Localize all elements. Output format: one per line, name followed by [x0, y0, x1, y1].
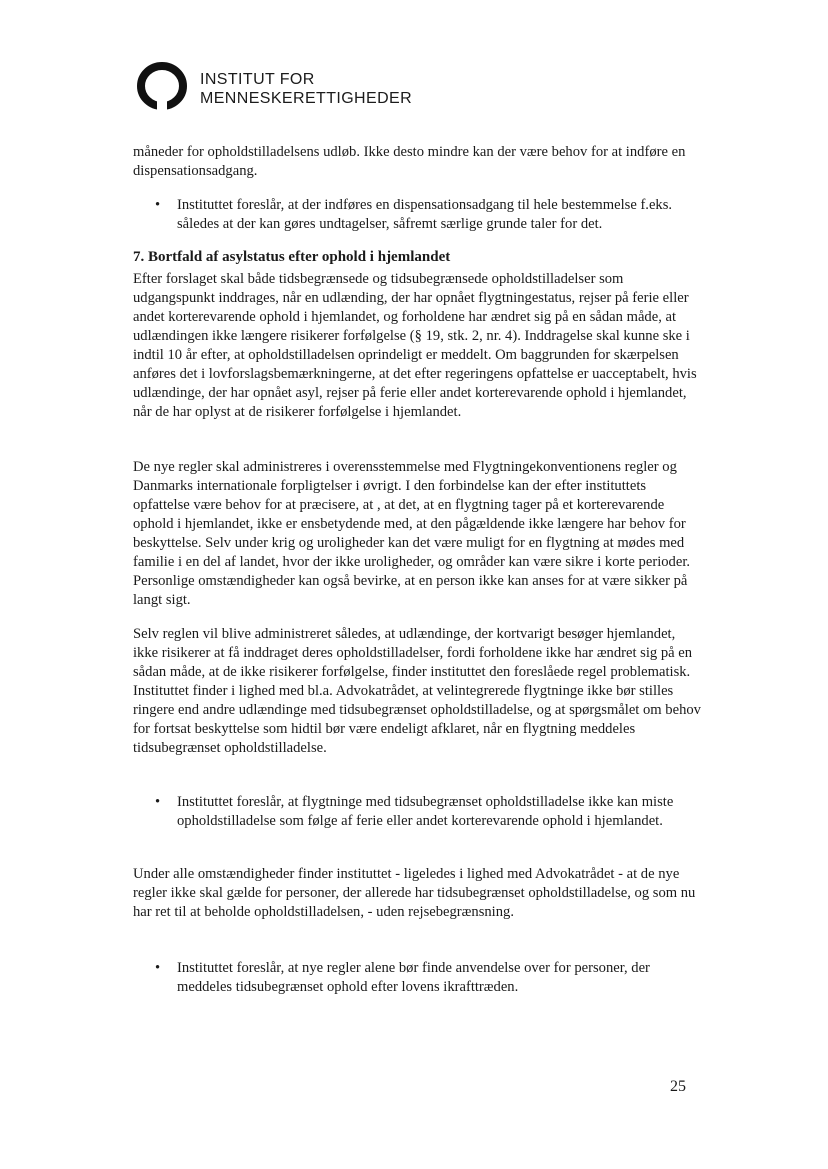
- body-paragraph: Under alle omstændigheder finder instituttet - ligeledes i lighed med Advokatrådet - at de nye regler ikke skal gælde for personer, der allerede har tidsubegrænset opholdstilladelse, og som nu har ret til at beholde opholdstilladelsen, - uden rejsebegrænsning.: [133, 866, 696, 920]
- bullet-text: Instituttet foreslår, at der indføres en dispensationsadgang til hele bestemmelse f.eks. således at der kan gøres undtagelser, såfremt særlige grunde taler for det.: [177, 197, 673, 232]
- intro-paragraph: måneder for opholdstilladelsens udløb. Ikke desto mindre kan der være behov for at indføre en dispensationsadgang.: [133, 144, 686, 179]
- body-paragraph: Selv reglen vil blive administreret således, at udlændinge, der kortvarigt besøger hjemlandet, ikke risikerer at få inddraget deres opholdstilladelser, fordi forholdene ikke har ændret sig på en sådan måde, at de ikke risikerer forfølgelse, finder instituttet den foreslåede regel problematisk. Instituttet finder i lighed med bl.a. Advokatrådet, at velintegrerede flygtninge ikke bør stilles ringere end andre udlændinge med tidsubegrænset opholdstilladelse, og at spørgsmålet om behov for fortsat beskyttelse som hidtil bør være endeligt afklaret, når en flygtning meddeles tidsubegrænset opholdstilladelse.: [133, 626, 701, 756]
- body-paragraph: De nye regler skal administreres i overensstemmelse med Flygtningekonventionens regler og Danmarks internationale forpligtelser i øvrigt. I den forbindelse kan der efter instituttets opfattelse være behov for at præcisere, at , at det, at en flygtning tager på et korterevarende ophold i hjemlandet, ikke er ensbetydende med, at den pågældende ikke længere har behov for beskyttelse. Selv under krig og uroligheder kan det være muligt for en flygtning at mødes med familie i en del af landet, hvor der ikke uroligheder, og områder kan være sikre i korte perioder. Personlige omstændigheder kan også bevirke, at en person ikke kan anses for at være sikker på langt sigt.: [133, 459, 691, 608]
- page-number: 25: [670, 1078, 686, 1095]
- bullet-text: Instituttet foreslår, at flygtninge med tidsubegrænset opholdstilladelse ikke kan miste opholdstilladelse som følge af ferie eller andet korterevarende ophold i hjemlandet.: [177, 794, 674, 829]
- institute-logo-icon: [135, 60, 189, 112]
- bullet-marker: •: [155, 794, 161, 810]
- body-paragraph: Efter forslaget skal både tidsbegrænsede og tidsubegrænsede opholdstilladelser som udgangspunkt inddrages, når en udlænding, der har opnået flygtningestatus, rejser på ferie eller andet korterevarende ophold i hjemlandet, og forholdene har ændret sig på en sådan måde, at udlændingen ikke længere risikerer forfølgelse (§ 19, stk. 2, nr. 4). Inddragelse skal kunne ske i indtil 10 år efter, at opholdstilladelsen oprindeligt er meddelt. Om baggrunden for skærpelsen anføres det i lovforslagsbemærkningerne, at det efter regeringens opfattelse er uacceptabelt, hvis udlændinge, der har opnået asyl, rejser på ferie eller andet korterevarende ophold i hjemlandet, når de har oplyst at de risikerer forfølgelse i hjemlandet.: [133, 271, 697, 420]
- org-name-line-2: MENNESKERETTIGHEDER: [200, 90, 413, 107]
- org-name-line-1: INSTITUT FOR: [200, 71, 315, 88]
- section-heading: 7. Bortfald af asylstatus efter ophold i hjemlandet: [133, 249, 451, 265]
- organization-name: [200, 70, 412, 108]
- bullet-marker: •: [155, 197, 161, 213]
- bullet-text: Instituttet foreslår, at nye regler alene bør finde anvendelse over for personer, der meddeles tidsubegrænset ophold efter lovens ikrafttræden.: [177, 960, 650, 995]
- bullet-marker: •: [155, 960, 161, 976]
